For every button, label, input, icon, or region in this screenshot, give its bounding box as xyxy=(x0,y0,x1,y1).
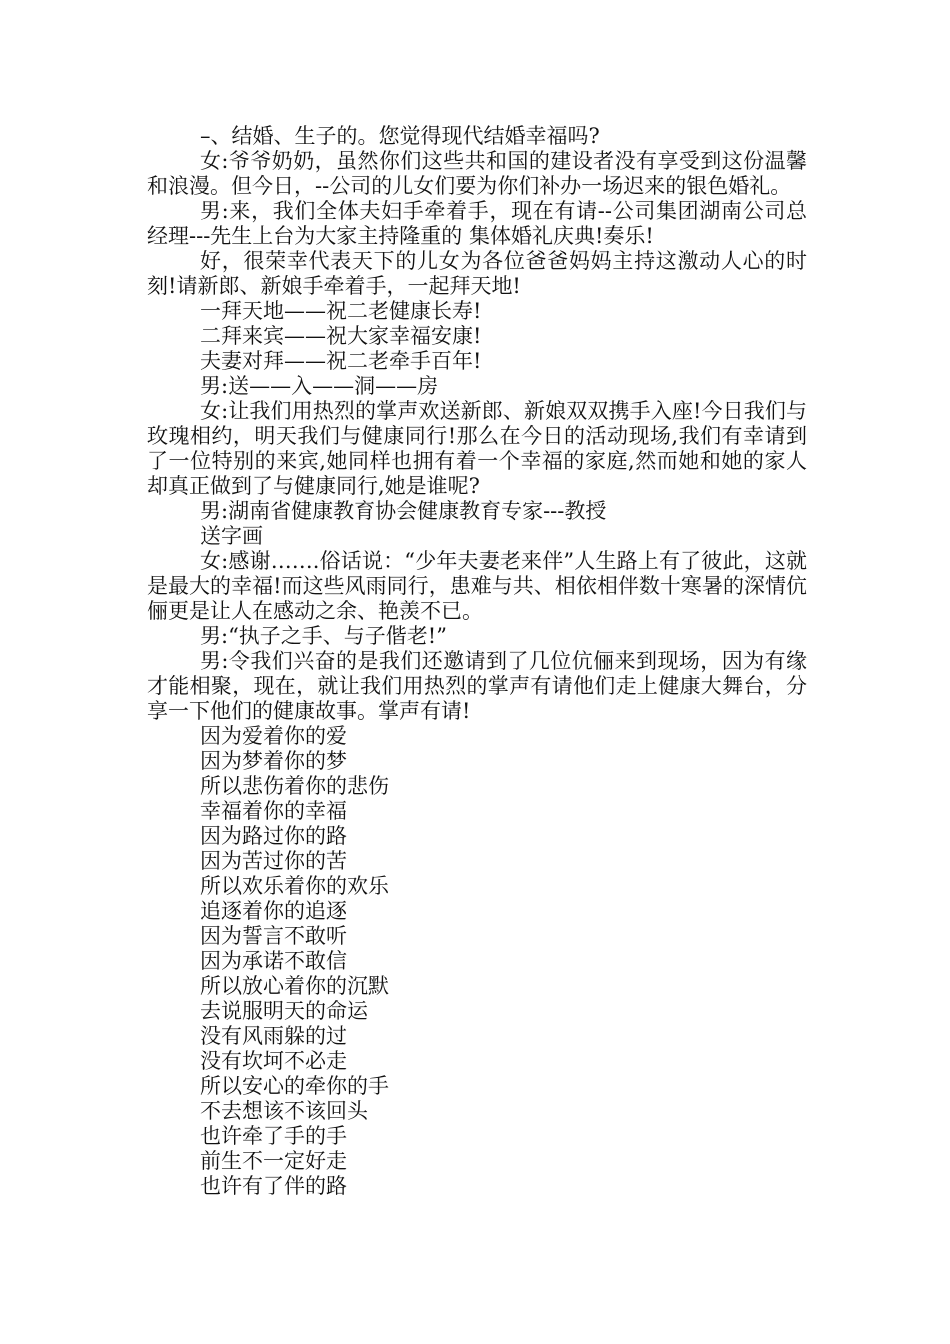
poem-line: 去说服明天的命运 xyxy=(200,999,368,1023)
poem-line: 没有风雨躲的过 xyxy=(200,1024,347,1048)
paragraph-female-host-1: 女:爷爷奶奶，虽然你们这些共和国的建设者没有享受到这份温馨和浪漫。但今日，--公司的儿女们要为你们补办一场迟来的银色婚礼。 xyxy=(147,149,807,198)
paragraph-male-host-5: 男:令我们兴奋的是我们还邀请到了几位伉俪来到现场，因为有缘才能相聚，现在，就让我们用热烈的掌声有请他们走上健康大舞台，分享一下他们的健康故事。掌声有请! xyxy=(147,649,807,723)
poem-line: 因为承诺不敢信 xyxy=(200,949,347,973)
poem xyxy=(147,724,807,1199)
paragraph-gift: 送字画 xyxy=(200,524,263,548)
poem-line: 因为誓言不敢听 xyxy=(200,924,347,948)
poem-line: 所以安心的牵你的手 xyxy=(200,1074,389,1098)
poem-line: 没有坎坷不必走 xyxy=(200,1049,347,1073)
paragraph-intro: –、结婚、生子的。您觉得现代结婚幸福吗? xyxy=(200,124,600,148)
paragraph-male-host-3: 男:湖南省健康教育协会健康教育专家---教授 xyxy=(200,499,607,523)
poem-line: 幸福着你的幸福 xyxy=(200,799,347,823)
paragraph-bow-1: 一拜天地——祝二老健康长寿! xyxy=(200,299,482,323)
paragraph-male-host-1: 男:来，我们全体夫妇手牵着手，现在有请--公司集团湖南公司总经理---先生上台为大家主持隆重的 集体婚礼庆典!奏乐! xyxy=(147,199,807,248)
poem-line: 所以悲伤着你的悲伤 xyxy=(200,774,389,798)
paragraph-male-host-4: 男:“执子之手、与子偕老!” xyxy=(200,624,447,648)
poem-line: 因为爱着你的爱 xyxy=(200,724,347,748)
document-page xyxy=(147,124,807,1199)
paragraph-male-host-2: 男:送——入——洞——房 xyxy=(200,374,439,398)
poem-line: 也许有了伴的路 xyxy=(200,1174,347,1198)
poem-line: 追逐着你的追逐 xyxy=(200,899,347,923)
paragraph-female-host-2: 女:让我们用热烈的掌声欢送新郎、新娘双双携手入座!今日我们与玫瑰相约，明天我们与健康同行!那么在今日的活动现场,我们有幸请到了一位特别的来宾,她同样也拥有着一个幸福的家庭,然而她和她的家人却真正做到了与健康同行,她是谁呢? xyxy=(147,399,807,498)
paragraph-female-host-3: 女:感谢…….俗话说：“少年夫妻老来伴”人生路上有了彼此，这就是最大的幸福!而这些风雨同行，患难与共、相依相伴数十寒暑的深情伉俪更是让人在感动之余、艳羡不已。 xyxy=(147,549,807,623)
poem-line: 因为路过你的路 xyxy=(200,824,347,848)
paragraph-bow-3: 夫妻对拜——祝二老牵手百年! xyxy=(200,349,482,373)
paragraph-officiant: 好，很荣幸代表天下的儿女为各位爸爸妈妈主持这激动人心的时刻!请新郎、新娘手牵着手，一起拜天地! xyxy=(147,249,807,298)
paragraph-bow-2: 二拜来宾——祝大家幸福安康! xyxy=(200,324,482,348)
poem-line: 也许牵了手的手 xyxy=(200,1124,347,1148)
poem-line: 不去想该不该回头 xyxy=(200,1099,368,1123)
poem-line: 所以放心着你的沉默 xyxy=(200,974,389,998)
poem-line: 前生不一定好走 xyxy=(200,1149,347,1173)
poem-line: 所以欢乐着你的欢乐 xyxy=(200,874,389,898)
poem-line: 因为苦过你的苦 xyxy=(200,849,347,873)
poem-line: 因为梦着你的梦 xyxy=(200,749,347,773)
